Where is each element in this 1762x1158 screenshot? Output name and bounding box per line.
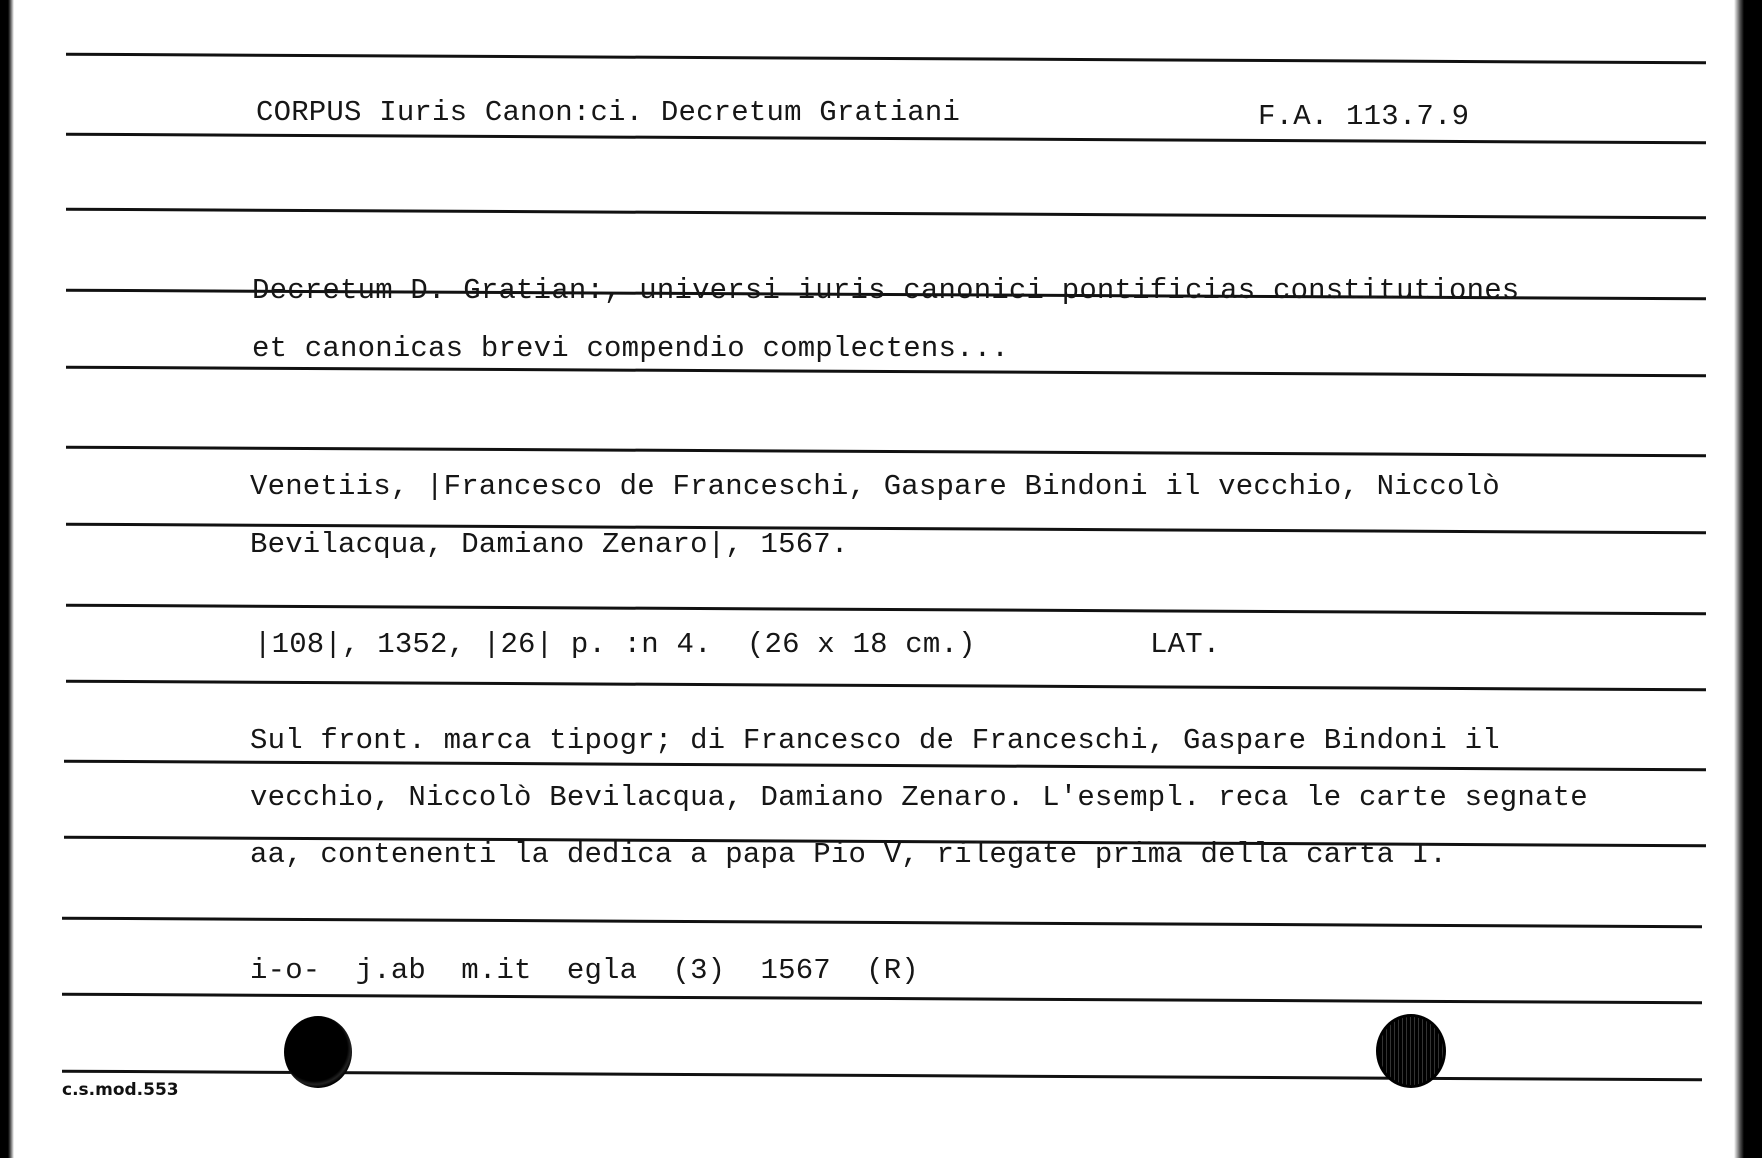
shelfmark: F.A. 113.7.9 xyxy=(1258,100,1470,133)
ruled-line xyxy=(66,208,1706,220)
ruled-line xyxy=(66,604,1706,616)
ruled-line xyxy=(62,917,1702,929)
note-line-2: vecchio, Niccolò Bevilacqua, Damiano Zenaro. L'esempl. reca le carte segnate xyxy=(250,781,1588,814)
fingerprint: i-o- j.ab m.it egla (3) 1567 (R) xyxy=(250,954,919,987)
form-code: c.s.mod.553 xyxy=(62,1080,179,1100)
language: LAT. xyxy=(1150,628,1221,661)
card-right-edge xyxy=(1734,0,1762,1158)
title-line-1: Decretum D. Gratian:, universi iuris canonici pontificias constitutiones xyxy=(252,274,1520,307)
note-line-1: Sul front. marca tipogr; di Francesco de Franceschi, Gaspare Bindoni il xyxy=(250,724,1500,757)
ruled-line xyxy=(66,680,1706,692)
card-heading: CORPUS Iuris Canon:ci. Decretum Gratiani xyxy=(256,96,961,129)
ruled-line xyxy=(62,993,1702,1005)
ruled-line xyxy=(66,446,1706,458)
title-line-2: et canonicas brevi compendio complectens... xyxy=(252,332,1009,365)
note-line-3: aa, contenenti la dedica a papa Pio V, rilegate prima della carta I. xyxy=(250,838,1447,871)
punch-hole-left xyxy=(284,1016,352,1088)
ruled-line xyxy=(66,366,1706,378)
imprint-line-1: Venetiis, |Francesco de Franceschi, Gaspare Bindoni il vecchio, Niccolò xyxy=(250,470,1500,503)
card-left-edge xyxy=(0,0,14,1158)
imprint-line-2: Bevilacqua, Damiano Zenaro|, 1567. xyxy=(250,528,849,561)
collation: |108|, 1352, |26| p. :n 4. (26 x 18 cm.) xyxy=(254,628,976,661)
ruled-line xyxy=(66,53,1706,65)
punch-hole-right xyxy=(1376,1014,1446,1088)
ruled-line xyxy=(64,760,1706,772)
ruled-line xyxy=(66,133,1706,145)
